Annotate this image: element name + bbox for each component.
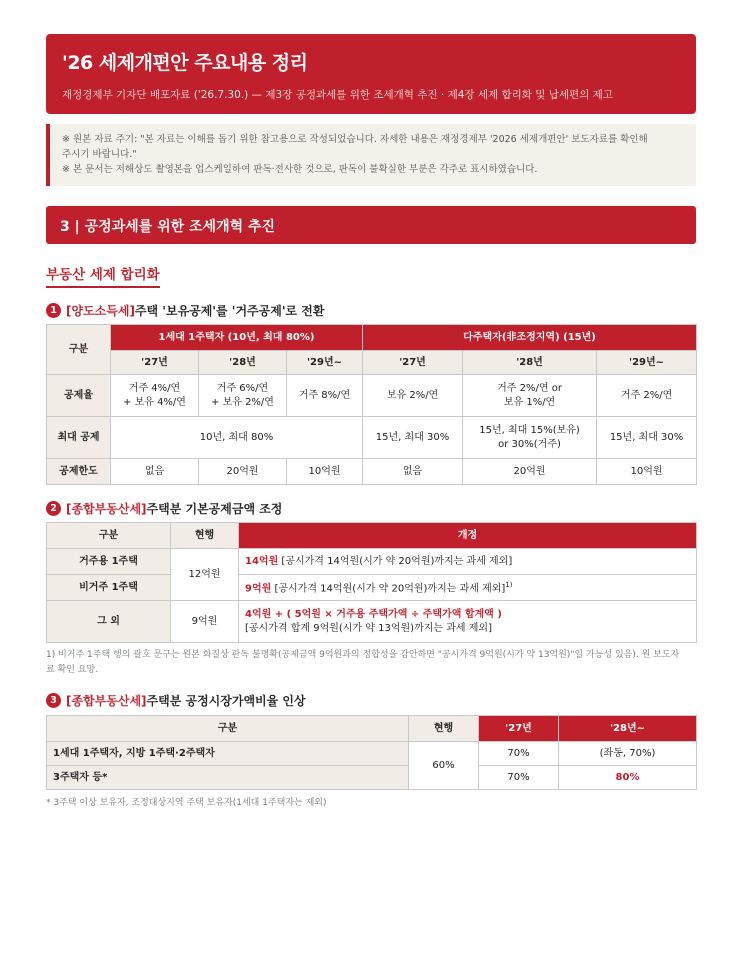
item1-year: '28년 [463, 351, 597, 375]
item3-header: 구분 [47, 716, 409, 742]
table-row [47, 601, 697, 643]
item3-heading: 주택분 공정시장가액비율 인상 [146, 694, 306, 708]
row-label: 거주용 1주택 [47, 549, 171, 575]
item3-tag: [종합부동산세] [66, 694, 147, 708]
table-cell: 거주 4%/연 + 보유 4%/연 [111, 375, 199, 417]
table-cell [239, 549, 697, 575]
table-cell: 거주 2%/연 [597, 375, 697, 417]
item1-number: 1 [46, 303, 61, 318]
row-label: 비거주 1주택 [47, 575, 171, 601]
item1-group-1: 1세대 1주택자 (10년, 최대 80%) [111, 325, 363, 351]
table-cell: 70% [479, 742, 559, 766]
row-label: 3주택자 등* [47, 766, 409, 790]
amount: 9억원 [245, 583, 272, 595]
subsection-title: 부동산 세제 합리화 [46, 263, 160, 288]
page-subtitle: 재정경제부 기자단 배포자료 ('26.7.30.) — 제3장 공정과세를 위한 조세개혁 추진 · 제4장 세제 합리화 및 납세편의 제고 [62, 89, 613, 101]
table-cell: 거주 2%/연 or 보유 1%/연 [463, 375, 597, 417]
formula: 4억원 + ( 5억원 × 거주용 주택가액 ÷ 주택가액 합계액 ) [245, 608, 502, 620]
table-cell: 9억원 [171, 601, 239, 643]
table-row [47, 549, 697, 575]
table-cell: 보유 2%/연 [363, 375, 463, 417]
item1-year: '27년 [363, 351, 463, 375]
table-cell: 20억원 [463, 459, 597, 485]
note: [공시가격 14억원(시가 약 20억원)까지는 과세 제외] [271, 583, 506, 595]
table-row [47, 459, 697, 485]
section-title-bar: 3 | 공정과세를 위한 조세개혁 추진 [46, 206, 696, 244]
item1-table [46, 324, 697, 485]
item3-header: '28년~ [559, 716, 697, 742]
table-cell: 12억원 [171, 549, 239, 601]
item3-title [46, 692, 306, 709]
footnote-line-2: 료 확인 요망. [46, 665, 99, 675]
table-cell: (좌동, 70%) [559, 742, 697, 766]
item3-header: '27년 [479, 716, 559, 742]
notice-line-3: ※ 본 문서는 저해상도 촬영본을 업스케일하여 판독·전사한 것으로, 판독이 불확실한 부분은 각주로 표시하였습니다. [62, 164, 538, 175]
row-label: 1세대 1주택자, 지방 1주택·2주택자 [47, 742, 409, 766]
table-cell: 60% [409, 742, 479, 790]
item3-number: 3 [46, 693, 61, 708]
note: [공시가격 합계 9억원(시가 약 13억원)까지는 과세 제외] [245, 622, 492, 634]
header-banner [46, 34, 696, 114]
row-label: 공제율 [47, 375, 111, 417]
table-cell: 80% [559, 766, 697, 790]
table-cell: 없음 [363, 459, 463, 485]
item2-header: 개정 [239, 523, 697, 549]
amount: 14억원 [245, 555, 279, 567]
item1-year: '27년 [111, 351, 199, 375]
table-row [47, 766, 697, 790]
table-cell-merged: 10년, 최대 80% [111, 417, 363, 459]
item2-number: 2 [46, 501, 61, 516]
item2-table [46, 522, 697, 643]
table-row [47, 575, 697, 601]
row-label: 그 외 [47, 601, 171, 643]
item2-title [46, 500, 282, 517]
item3-footnote: * 3주택 이상 보유자, 조정대상지역 주택 보유자(1세대 1주택자는 제외) [46, 798, 327, 808]
item2-footnote [46, 648, 696, 678]
note: [공시가격 14억원(시가 약 20억원)까지는 과세 제외] [278, 555, 513, 567]
table-cell [239, 601, 697, 643]
table-cell: 거주 8%/연 [287, 375, 363, 417]
item2-heading: 주택분 기본공제금액 조정 [146, 502, 283, 516]
item1-year: '29년~ [287, 351, 363, 375]
table-row [47, 742, 697, 766]
item2-tag: [종합부동산세] [66, 502, 147, 516]
table-cell: 거주 6%/연 + 보유 2%/연 [199, 375, 287, 417]
table-cell [239, 575, 697, 601]
table-cell: 15년, 최대 30% [363, 417, 463, 459]
item1-group-2: 다주택자(非조정지역) (15년) [363, 325, 697, 351]
item1-year: '28년 [199, 351, 287, 375]
table-cell: 10억원 [597, 459, 697, 485]
notice-line-1: ※ 원본 자료 주기: "본 자료는 이해를 돕기 위한 참고용으로 작성되었습니다. 자세한 내용은 재정경제부 '2026 세제개편안' 보도자료를 확인해 [62, 134, 648, 145]
table-row [47, 417, 697, 459]
item2-header: 구분 [47, 523, 171, 549]
item2-header: 현행 [171, 523, 239, 549]
item1-heading: 주택 '보유공제'를 '거주공제'로 전환 [134, 304, 325, 318]
table-row [47, 375, 697, 417]
page-title: '26 세제개편안 주요내용 정리 [62, 52, 308, 74]
footnote-marker: 1) [505, 581, 513, 590]
item3-table [46, 715, 697, 790]
table-cell: 15년, 최대 15%(보유) or 30%(거주) [463, 417, 597, 459]
row-label: 최대 공제 [47, 417, 111, 459]
item1-year: '29년~ [597, 351, 697, 375]
item1-col-label: 구분 [47, 325, 111, 375]
table-cell: 70% [479, 766, 559, 790]
table-cell: 20억원 [199, 459, 287, 485]
item1-title [46, 302, 324, 319]
notice-line-2: 주시기 바랍니다." [62, 149, 137, 160]
table-cell: 없음 [111, 459, 199, 485]
item1-year-row [47, 351, 697, 375]
footnote-line-1: 1) 비거주 1주택 행의 괄호 문구는 원본 화질상 판독 불명확(공제금액 9억원과의 정합성을 감안하면 "공시가격 9억원(시가 약 13억원)"일 가능성 있음). 원 보도자 [46, 650, 680, 660]
row-label: 공제한도 [47, 459, 111, 485]
item3-header: 현행 [409, 716, 479, 742]
notice-box [46, 124, 696, 186]
table-cell: 10억원 [287, 459, 363, 485]
item1-tag: [양도소득세] [66, 304, 135, 318]
table-cell: 15년, 최대 30% [597, 417, 697, 459]
